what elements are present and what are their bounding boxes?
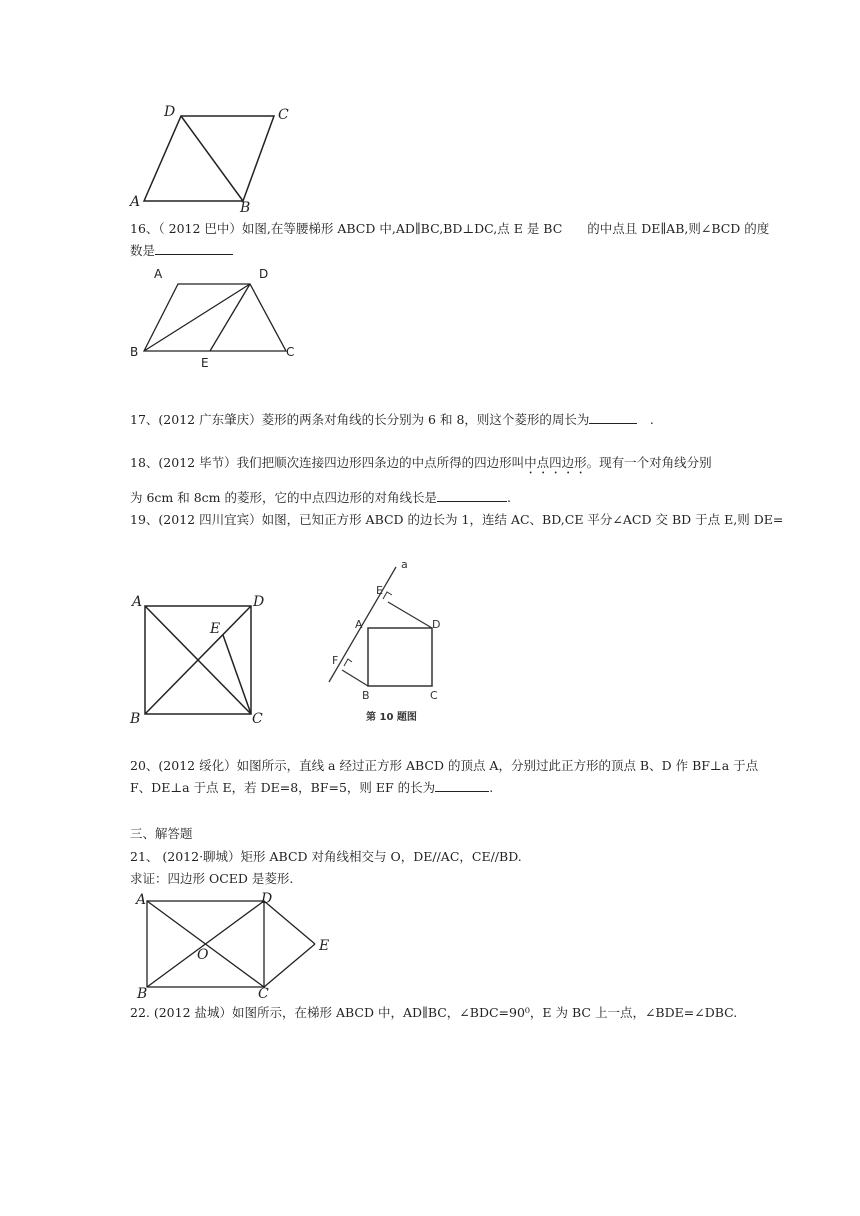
label-f: F — [332, 654, 339, 667]
figure-q10-line-a-square — [322, 558, 462, 733]
q18-line1-emphasis: 中点四边形 — [524, 455, 587, 470]
q18-line1-post: 。现有一个对角线分别 — [586, 455, 712, 470]
label-d: D — [253, 594, 265, 610]
label-d: D — [261, 891, 273, 907]
label-e: E — [376, 584, 383, 597]
label-e: E — [319, 938, 330, 954]
q18-line2 — [130, 489, 511, 507]
q19-text: 19、(2012 四川宜宾）如图，已知正方形 ABCD 的边长为 1，连结 AC、BD,CE 平分∠ACD 交 BD 于点 E,则 DE= — [130, 512, 784, 527]
q21-line1: 21、 (2012·聊城）矩形 ABCD 对角线相交与 O，DE//AC，CE//BD. — [130, 849, 522, 864]
q22-line1: 22. (2012 盐城）如图所示，在梯形 ABCD 中，AD∥BC，∠BDC=90⁰，E 为 BC 上一点，∠BDE=∠DBC. — [130, 1005, 738, 1020]
label-b: B — [130, 711, 141, 727]
label-a-line: a — [401, 558, 408, 571]
label-o: O — [197, 947, 209, 963]
label-d: D — [432, 618, 441, 631]
q20-line2-text: F、DE⊥a 于点 E，若 DE=8，BF=5，则 EF 的长为 — [130, 780, 436, 795]
label-c: C — [252, 711, 263, 727]
label-b: B — [240, 200, 251, 216]
label-c: C — [286, 345, 295, 359]
label-e: E — [210, 621, 221, 637]
q17-text — [130, 411, 654, 429]
figure-q16-trapezoid — [126, 264, 306, 374]
q21-line2: 求证：四边形 OCED 是菱形. — [130, 871, 294, 886]
label-b: B — [137, 986, 148, 1002]
q18-line2-suffix: . — [507, 490, 511, 505]
q20-line2 — [130, 779, 493, 797]
figure-q19-square — [126, 592, 276, 732]
q18-line1-pre: 18、(2012 毕节）我们把顺次连接四边形四条边的中点所得的四边形叫 — [130, 455, 525, 470]
label-d: D — [164, 104, 176, 120]
q18-answer-blank — [437, 489, 507, 502]
section-title: 三、解答题 — [130, 826, 193, 841]
label-a: A — [154, 267, 163, 281]
q18-line1 — [130, 454, 712, 477]
label-a: A — [130, 194, 141, 210]
figure-caption: 第 10 题图 — [366, 712, 417, 723]
q16-answer-blank — [155, 242, 233, 255]
figure-parallelogram-abcd — [128, 102, 308, 216]
label-c: C — [430, 689, 438, 702]
q16-line2-text: 数是 — [130, 243, 156, 258]
q20-answer-blank — [435, 779, 489, 792]
label-b: B — [362, 689, 370, 702]
label-a: A — [132, 594, 143, 610]
q17-suffix: . — [637, 412, 654, 427]
label-c: C — [278, 107, 289, 123]
q20-line1: 20、(2012 绥化）如图所示，直线 a 经过正方形 ABCD 的顶点 A，分别过此正方形的顶点 B、D 作 BF⊥a 于点 — [130, 758, 759, 773]
label-e: E — [201, 356, 209, 370]
q17-answer-blank — [589, 411, 637, 424]
label-b: B — [130, 345, 139, 359]
q16-line1: 16、（ 2012 巴中）如图,在等腰梯形 ABCD 中,AD∥BC,BD⊥DC,点 E 是 BC 的中点且 DE∥AB,则∠BCD 的度 — [130, 221, 770, 236]
q18-line2-text: 为 6cm 和 8cm 的菱形，它的中点四边形的对角线长是 — [130, 490, 438, 505]
q20-line2-suffix: . — [489, 780, 494, 795]
figure-q21-rectangle-rhombus — [126, 892, 346, 1002]
label-d: D — [259, 267, 269, 281]
label-a: A — [355, 618, 363, 631]
q17-question: 17、(2012 广东肇庆）菱形的两条对角线的长分别为 6 和 8，则这个菱形的周长为 — [130, 412, 590, 427]
label-c: C — [258, 986, 269, 1002]
q16-line2 — [130, 242, 233, 260]
label-a: A — [136, 892, 147, 908]
